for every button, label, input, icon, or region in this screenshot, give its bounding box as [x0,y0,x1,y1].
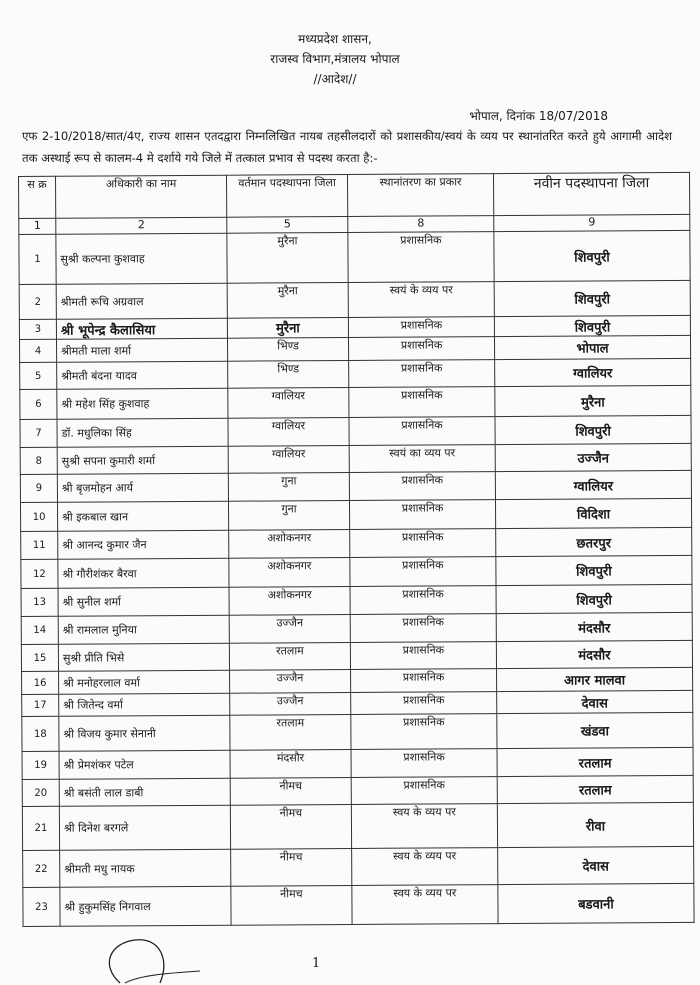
current-district: ग्वालियर [228,387,349,418]
current-district: रतलाम [229,642,350,670]
new-district: रतलाम [497,775,693,803]
table-row [19,280,690,319]
officer-name: श्रीमती रूचि अग्रवाल [56,283,227,319]
current-district: नीमच [230,777,351,805]
transfer-type: प्रशासनिक [351,714,497,750]
current-district: मुरैना [227,317,348,338]
transfer-type: स्वय के व्यय पर [352,848,498,886]
table-row [20,470,691,502]
officer-name: श्रीमती माला शर्मा [56,338,227,362]
current-district: ग्वालियर [228,417,349,446]
table-row [23,883,694,926]
officer-name: सुश्री प्रीति भिसे [58,643,229,671]
transfer-type: प्रशासनिक [348,232,494,283]
table-row [20,385,691,419]
serial-number: 17 [22,694,59,716]
serial-number: 9 [20,474,57,502]
government-name: मध्यप्रदेश शासन, [298,32,372,46]
officer-name: श्री बृजमोहन आर्य [57,473,228,502]
serial-number: 15 [21,644,58,671]
current-district: अशोकनगर [229,529,350,558]
current-district: रतलाम [230,714,351,750]
serial-number: 14 [21,616,58,644]
current-district: भिण्ड [228,360,349,388]
transfer-type: प्रशासनिक [350,642,496,670]
order-intro-paragraph: एफ 2-10/2018/सात/4ए, राज्य शासन एतदद्वारा निम्नलिखित नायब तहसीलदारों को प्रशासकीय/स्वयं के व्यय पर स्थानांतरित करते हुये आगामी आदेश तक अस्थाई रूप से कालम-4 मे दर्शाये गये जिले में तत्काल प्रभाव से पदस्थ करता है:- [22,129,672,165]
officer-name: श्री इकबाल खान [57,501,228,531]
new-district: शिवपुरी [494,315,690,336]
serial-number: 20 [22,779,59,806]
column-number: 8 [348,216,494,233]
new-district: खंडवा [497,712,693,748]
serial-number: 18 [22,716,59,751]
serial-number: 22 [23,850,60,887]
current-district: मुरैना [227,232,348,283]
column-number: 1 [19,218,56,234]
table-row [21,555,692,588]
current-district: उज्जैन [230,692,351,715]
serial-number: 6 [20,389,57,419]
officer-name: श्री बसंती लाल डाबी [59,778,230,806]
new-district: शिवपुरी [495,415,691,444]
serial-number: 13 [21,588,58,616]
officer-name: श्री जितेन्द वर्मा [59,693,230,716]
table-row [20,443,691,474]
serial-number: 5 [20,362,57,389]
transfer-type: प्रशासनिक [350,614,496,643]
table-row [20,498,691,531]
serial-number: 2 [19,284,56,319]
serial-number: 11 [21,531,58,559]
table-row [22,747,693,779]
new-district: मंदसौर [496,612,692,641]
transfer-type: प्रशासनिक [350,529,496,558]
new-district: बडवानी [498,883,694,923]
current-district: उज्जैन [230,669,351,693]
table-row [21,640,692,671]
current-district: नीमच [231,848,352,886]
current-district: ग्वालियर [228,445,349,473]
serial-number: 12 [21,559,58,588]
page-number: 1 [312,956,321,971]
serial-number: 21 [22,806,59,850]
table-row [23,846,694,887]
transfer-type: प्रशासनिक [349,417,495,446]
serial-number: 7 [20,419,57,447]
table-header-row [19,172,690,218]
new-district: ग्वालियर [495,470,691,499]
transfer-type: प्रशासनिक [348,317,494,338]
new-district: आगर मालवा [497,667,693,691]
serial-number: 16 [22,671,59,694]
transfer-type: प्रशासनिक [349,500,495,530]
header-current-district: वर्तमान पदस्थापना जिला [226,174,347,217]
new-district: शिवपुरी [496,584,692,613]
current-district: अशोकनगर [229,557,350,587]
transfer-type: प्रशासनिक [351,749,497,778]
officer-name: श्री दिनेश बरगले [59,805,230,850]
serial-number: 3 [19,319,56,339]
current-district: मंदसौर [230,749,351,778]
current-district: भिण्ड [227,337,348,361]
new-district: उज्जैन [495,443,691,471]
transfer-type: स्वय के व्यय पर [352,885,498,925]
table-row [22,712,693,751]
department-name: राजस्व विभाग,मंत्रालय भोपाल [270,52,400,66]
new-district: देवास [498,846,694,884]
header-new-district: नवीन पदस्थापना जिला [493,172,689,215]
officer-name: श्री भूपेन्द्र कैलासिया [56,318,227,339]
new-district: शिवपुरी [494,230,690,281]
signature [80,935,230,985]
current-district: उज्जैन [229,614,350,643]
new-district: रतलाम [497,747,693,776]
officer-name: श्री आनन्द कुमार जैन [58,530,229,559]
table-row [21,527,692,559]
transfer-type: प्रशासनिक [351,692,497,715]
officer-name: श्री रामलाल मुनिया [58,615,229,644]
transfer-type: प्रशासनिक [348,337,494,361]
new-district: देवास [497,690,693,713]
officer-name: सुश्री कल्पना कुशवाह [56,233,227,284]
current-district: गुना [228,472,349,501]
table-row [22,802,693,850]
current-district: मुरैना [227,282,348,318]
officer-name: श्री मनोहरलाल वर्मा [59,670,230,694]
transfer-type: प्रशासनिक [349,472,495,501]
transfer-type: प्रशासनिक [349,360,495,388]
new-district: ग्वालियर [495,358,691,386]
order-title: //आदेश// [313,72,357,86]
transfer-table [18,172,695,927]
table-row [21,584,692,616]
transfer-type: स्वयं के व्यय पर [348,282,494,318]
officer-name: श्री विजय कुमार सेनानी [59,715,230,751]
serial-number: 10 [20,502,57,531]
new-district: शिवपुरी [494,280,690,316]
officer-name: श्री प्रेमशंकर पटेल [59,750,230,779]
officer-name: श्री महेश सिंह कुशवाह [57,388,228,419]
current-district: नीमच [230,804,351,849]
officer-name: श्री गौरीशंकर बैरवा [58,558,229,588]
officer-name: श्री हुकुमसिंह निगवाल [60,886,231,926]
new-district: मुरैना [495,385,691,416]
serial-number: 23 [23,887,60,926]
officer-name: सुश्री सपना कुमारी शर्मा [57,446,228,474]
order-date: भोपाल, दिनांक 18/07/2018 [469,109,608,123]
transfer-type: प्रशासनिक [350,557,496,587]
transfer-type: स्वय के व्यय पर [351,804,497,849]
table-row [20,358,691,389]
current-district: अशोकनगर [229,586,350,615]
serial-number: 8 [20,447,57,474]
transfer-type: प्रशासनिक [350,586,496,615]
new-district: शिवपुरी [496,555,692,585]
transfer-type: स्वयं का व्यय पर [349,445,495,473]
officer-name: श्री सुनील शर्मा [58,587,229,616]
column-number: 2 [56,217,227,234]
new-district: मंदसौर [496,640,692,668]
officer-name: श्रीमती बंदना यादव [57,361,228,389]
header-transfer-type: स्थानांतरण का प्रकार [347,174,493,217]
current-district: नीमच [231,885,352,925]
table-row [21,612,692,644]
column-number: 5 [227,216,348,233]
new-district: विदिशा [495,498,691,528]
transfer-type: प्रशासनिक [349,387,495,418]
column-number: 9 [494,214,690,231]
current-district: गुना [228,500,349,530]
serial-number: 1 [19,234,56,284]
new-district: छतरपुर [496,527,692,556]
officer-name: श्रीमती मधु नायक [60,849,231,887]
transfer-type: प्रशासनिक [351,669,497,693]
table-row [19,230,690,284]
transfer-type: प्रशासनिक [351,777,497,805]
new-district: भोपाल [494,335,690,359]
header-serial: स क्र [19,176,56,218]
officer-name: डॉ. मधुलिका सिंह [57,418,228,447]
header-officer-name: अधिकारी का नाम [56,175,227,218]
table-row [20,415,691,447]
serial-number: 19 [22,751,59,779]
new-district: रीवा [497,802,693,847]
table-row [22,775,693,806]
serial-number: 4 [19,339,56,362]
